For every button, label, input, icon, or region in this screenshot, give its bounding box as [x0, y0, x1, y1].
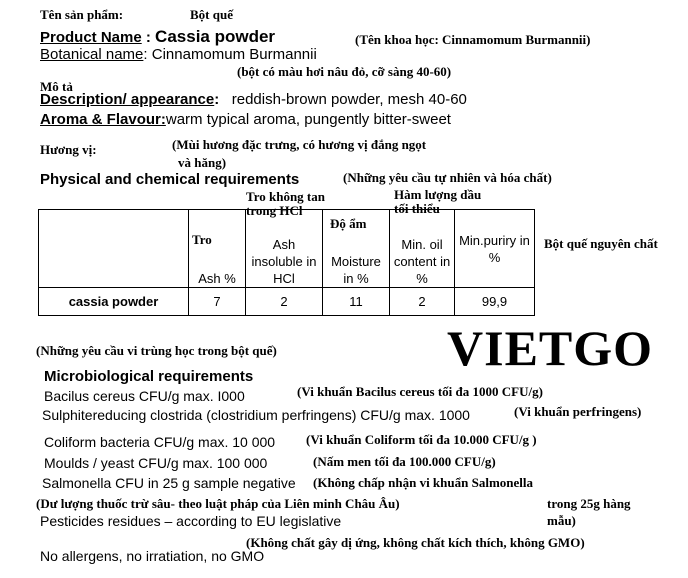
col-tro-unit: Ash %	[198, 271, 236, 286]
col-tro: Tro	[192, 232, 212, 247]
micro-coliform-vi: (Vi khuẩn Coliform tối đa 10.000 CFU/g )	[306, 432, 537, 447]
col-moist: Moisture in %	[323, 210, 390, 288]
micro-salmonella: Salmonella CFU in 25 g sample negative	[42, 475, 296, 491]
description-label: Description/ appearance	[40, 91, 215, 108]
micro-pesticide: Pesticides residues – according to EU legislative	[40, 513, 342, 529]
description-vi-note: (bột có màu hơi nâu đỏ, cỡ sàng 40-60)	[237, 64, 452, 79]
physical-table	[38, 209, 535, 316]
description-row	[40, 91, 467, 108]
col-oil: Min. oil content in %	[390, 210, 455, 288]
description-sep: :	[214, 91, 220, 108]
col-oil-vi: Hàm lượng dầu tối thiểu	[394, 187, 482, 216]
table-header-blank	[39, 210, 189, 288]
aroma-vi-note-2: và hăng)	[178, 155, 227, 170]
description-value: reddish-brown powder, mesh 40-60	[231, 91, 467, 108]
table-header-row	[39, 210, 535, 288]
row-name: cassia powder	[39, 288, 189, 316]
aroma-vi-label: Hương vị:	[40, 142, 97, 157]
physical-heading: Physical and chemical requirements	[40, 171, 300, 188]
micro-bacillus-vi: (Vi khuẩn Bacilus cereus tối đa 1000 CFU/g)	[297, 384, 543, 399]
micro-pesticide-vi: (Dư lượng thuốc trừ sâu- theo luật pháp của Liên minh Châu Âu)	[36, 496, 400, 511]
row-value-purity: 99,9	[455, 288, 535, 316]
product-name-vi-value: Bột quế	[190, 7, 233, 22]
scientific-name-vi: (Tên khoa học: Cinnamomum Burmannii)	[355, 32, 591, 47]
description-vi-label: Mô tả	[40, 79, 73, 94]
product-name-value: Cassia powder	[155, 27, 276, 46]
aroma-row	[40, 111, 451, 128]
micro-bacillus: Bacilus cereus CFU/g max. I000	[44, 388, 245, 404]
micro-salmonella-vi-3: mẫu)	[547, 513, 576, 528]
table-row	[39, 288, 535, 316]
product-name-vi-label: Tên sản phẩm:	[40, 7, 124, 22]
table-header-ash	[189, 210, 246, 288]
row-value-moisture: 11	[323, 288, 390, 316]
aroma-vi-note-1: (Mùi hương đặc trưng, có hương vị đắng ngọt	[172, 137, 427, 152]
micro-moulds: Moulds / yeast CFU/g max. 100 000	[44, 455, 268, 471]
botanical-sep: :	[143, 46, 148, 63]
micro-coliform: Coliform bacteria CFU/g max. 10 000	[44, 434, 276, 450]
aroma-value: warm typical aroma, pungently bitter-sweet	[165, 111, 451, 128]
product-name-row	[40, 27, 275, 47]
physical-side-note: Bột quế nguyên chất	[544, 236, 658, 251]
micro-salmonella-vi-1: (Không chấp nhận vi khuẩn Salmonella	[313, 475, 533, 490]
micro-salmonella-vi-2: trong 25g hàng	[547, 496, 631, 511]
row-value-ash: 7	[189, 288, 246, 316]
botanical-value: Cinnamomum Burmannii	[151, 46, 317, 63]
botanical-label: Botanical name	[40, 46, 144, 63]
micro-clostrida: Sulphitereducing clostrida (clostridium perfringens) CFU/g max. 1000	[42, 407, 470, 423]
physical-heading-vi: (Những yêu cầu tự nhiên và hóa chất)	[343, 170, 552, 185]
micro-allergen-vi: (Không chất gây dị ứng, không chất kích thích, không GMO)	[246, 535, 585, 550]
botanical-row	[40, 46, 317, 63]
col-hcl: Ash insoluble in HCl	[246, 210, 323, 288]
product-name-label: Product Name	[40, 29, 142, 46]
product-name-sep: :	[145, 29, 151, 46]
col-moist-vi: Độ ẩm	[330, 216, 367, 231]
micro-note-vi: (Những yêu cầu vi trùng học trong bột quế)	[36, 343, 277, 358]
aroma-label: Aroma & Flavour:	[40, 111, 166, 128]
micro-allergen: No allergens, no irratiation, no GMO	[40, 548, 265, 564]
col-hcl-vi: Tro không tan trong HCl	[246, 189, 325, 218]
micro-heading: Microbiological requirements	[44, 368, 254, 385]
micro-moulds-vi: (Nấm men tối đa 100.000 CFU/g)	[313, 454, 496, 469]
brand-logo: VIETGO	[447, 320, 654, 376]
micro-clostrida-vi: (Vi khuẩn perfringens)	[514, 404, 642, 419]
row-value-hcl: 2	[246, 288, 323, 316]
row-value-oil: 2	[390, 288, 455, 316]
col-purity: Min.puriry in %	[455, 210, 535, 288]
